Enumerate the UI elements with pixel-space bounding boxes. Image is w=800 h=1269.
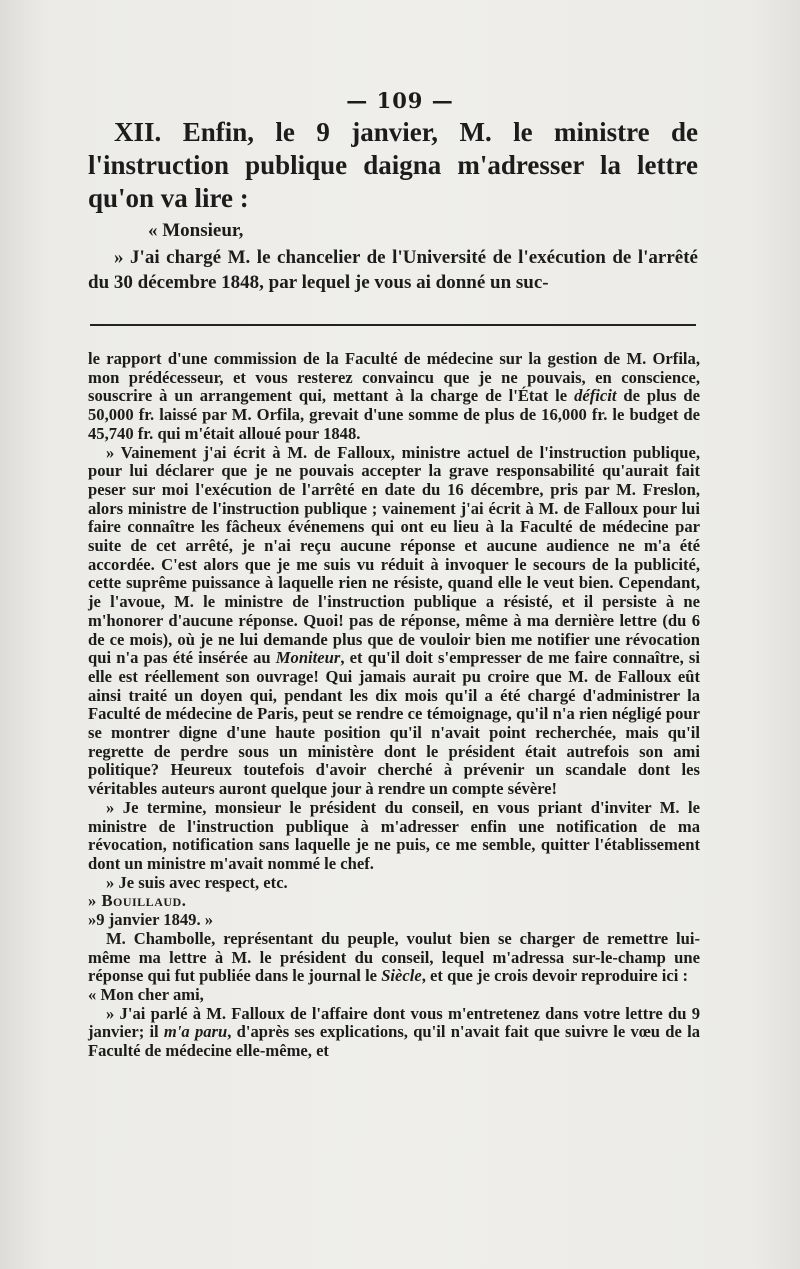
footnote-text: [88, 350, 700, 1061]
footnote-divider: [90, 324, 696, 326]
signature: » Bouillaud.: [88, 891, 187, 911]
letter-opening: » J'ai chargé M. le chancelier de l'Université de l'exécution de l'arrêté du 30 décembre 1848, par lequel je vous ai donné un suc-: [88, 247, 698, 293]
footnote-paragraph: M. Chambolle, représentant du peuple, voulut bien se charger de remettre lui-même ma lettre à M. le président du conseil, lequel m'adressa sur-le-champ une réponse qui fut publiée dans le journal le Siècle, et que je crois devoir reproduire ici :: [88, 928, 700, 986]
page-number: — 109 —: [346, 88, 454, 113]
footnote-paragraph: » J'ai parlé à M. Falloux de l'affaire dont vous m'entretenez dans votre lettre du 9 janvier; il m'a paru, d'après ses explications, qu'il n'avait fait que suivre le vœu de la Faculté de médecine elle-même, et: [88, 1003, 700, 1061]
footnote-closing: » Je suis avec respect, etc.: [106, 872, 288, 892]
letter-salutation: « Monsieur,: [148, 220, 244, 241]
footnote-paragraph: » Vainement j'ai écrit à M. de Falloux, ministre actuel de l'instruction publique, pour lui déclarer que je ne pouvais accepter la grave responsabilité qu'aurait fait peser sur moi l'exécution de l'arrêté en date du 16 décembre, pris par M. Freslon, alors ministre de l'instruction publique ; vainement j'ai écrit à M. de Falloux pour lui faire connaître les fâcheux événemens qui ont eu lieu à la Faculté de médecine par suite de cet arrêté, je n'ai reçu aucune réponse et aucune audience ne m'a été accordée. C'est alors que je me suis vu réduit à invoquer le secours de la publicité, cette suprême puissance à laquelle rien ne résiste, quand elle le veut bien. Cependant, je l'avoue, M. le ministre de l'instruction publique a résisté, et il persiste à ne m'honorer d'aucune réponse. Quoi! pas de réponse, même à ma dernière lettre (du 6 de ce mois), où je ne lui demande plus que de vouloir bien me notifier une révocation qui n'a pas été insérée au Moniteur, et qu'il doit s'empresser de me faire connaître, si elle est réellement son ouvrage! Qui jamais aurait pu croire que M. de Falloux eût ainsi traité un doyen qui, pendant les dix mois qu'il a été chargé d'administrer la Faculté de médecine de Paris, peut se rendre ce témoignage, qu'il n'a rien négligé pour se montrer digne d'une haute position qu'il n'avait point recherchée, mais qu'il regrette de perdre sous un ministère dont le président était autrefois son ami politique? Heureux toutefois d'avoir cherché à prévenir un scandale dont les véritables auteurs auront quelque jour à rendre un compte sévère!: [88, 442, 700, 799]
footnote-paragraph: » Je termine, monsieur le président du conseil, en vous priant d'inviter M. le ministre de l'instruction publique à m'adresser enfin une notification de ma révocation, notification sans laquelle je ne puis, ce me semble, quitter l'établissement dont un ministre m'avait nommé le chef.: [88, 797, 700, 873]
footnote-paragraph: le rapport d'une commission de la Faculté de médecine sur la gestion de M. Orfila, mon prédécesseur, et vous resterez convaincu que je ne pouvais, en conscience, souscrire à un arrangement qui, mettant à la charge de l'État le déficit de plus de 50,000 fr. laissé par M. Orfila, grevait d'une somme de plus de 16,000 fr. le budget de 45,740 fr. qui m'était alloué pour 1848.: [88, 349, 700, 443]
section-intro: XII. Enfin, le 9 janvier, M. le ministre de l'instruction publique daigna m'adresser la lettre qu'on va lire :: [88, 117, 698, 213]
letter-date: »9 janvier 1849. »: [88, 910, 214, 930]
reply-salutation: « Mon cher ami,: [88, 984, 204, 1004]
main-text: [88, 116, 698, 295]
